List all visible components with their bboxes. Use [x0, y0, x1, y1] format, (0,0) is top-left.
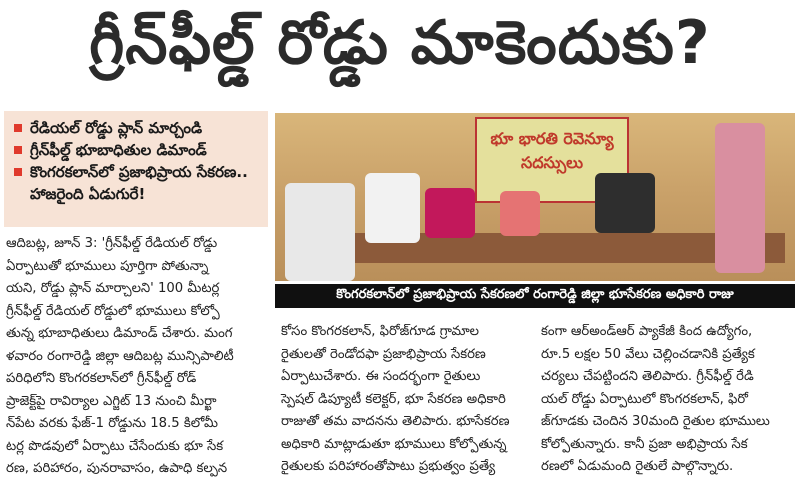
person-figure — [285, 183, 355, 281]
article-line: టర్ల పొడవులో ఏర్పాటు చేసేందుకు భూ సేక — [6, 438, 224, 454]
article-line: ప్రాజెక్ట్‌పై రావిర్యాల ఎగ్జిట్ 13 నుంచి మీర్ఖా — [6, 393, 217, 409]
article-line: న్‌పేట వరకు ఫేజ్-1 రోడ్డును 18.5 కిలోమీ — [6, 416, 218, 431]
article-column-2 — [281, 321, 533, 479]
person-figure — [365, 173, 420, 243]
headline: గ్రీన్‌ఫీల్డ్ రోడ్డు మాకెందుకు? — [89, 8, 711, 78]
article-line: రణలో ఏడుమంది రైతులే పాల్గొన్నారు. — [541, 459, 734, 474]
red-square-icon — [14, 124, 22, 132]
article-line: రూ.5 లక్షల 50 వేలు చెల్లించడానికి ప్రత్యేక — [541, 346, 755, 362]
article-line: ఏర్పాటుతో భూములు పూర్తిగా పోతున్నా — [6, 258, 209, 274]
highlights-box — [4, 111, 268, 227]
article-line: రాజుతో తమ వాదనను తెలిపారు. భూసేకరణ — [281, 414, 510, 429]
article-line: పరిధిలోని కొంగరకలాన్‌లో గ్రీన్‌ఫీల్డ్ రోడ్ — [6, 371, 197, 386]
article-line: రైతులకు పరిహారంతోపాటు ప్రభుత్వం ప్రత్యే — [281, 459, 496, 474]
person-figure — [715, 123, 765, 273]
article-line: గ్రీన్‌ఫీల్డ్ రేడియల్ రోడ్డులో భూములు కోల్పో — [6, 303, 220, 319]
photo-caption: కొంగరకలాన్‌లో ప్రజాభిప్రాయ సేకరణలో రంగారెడ్డి జిల్లా భూసేకరణ అధికారి రాజు — [275, 284, 795, 308]
highlight-text: గ్రీన్‌ఫీల్డ్ భూబాధితుల డిమాండ్ — [30, 141, 207, 159]
highlight-text: కొంగరకలాన్‌లో ప్రజాభిప్రాయ సేకరణ.. హాజరైంది ఏడుగురే! — [30, 163, 248, 203]
article-line: స్పెషల్ డిప్యూటీ కలెక్టర్, భూ సేకరణ అధికారి — [281, 391, 506, 407]
article-line: రైతులతో రెండోదఫా ప్రజాభిప్రాయ సేకరణ — [281, 346, 486, 362]
article-line: ఆదిబట్ల, జూన్ 3: 'గ్రీన్‌ఫీల్డ్ రేడియల్ రోడ్డు — [6, 236, 218, 251]
article-line: రణ, పరిహారం, పునరావాసం, ఉపాధి కల్పన — [6, 461, 228, 476]
article-line: కోసం కొంగరకలాన్, ఫిరోజ్‌గూడ గ్రామాల — [281, 324, 479, 339]
article-line: కోల్పోతున్నారు. కానీ ప్రజా అభిప్రాయ సేక — [541, 436, 748, 452]
article-column-1 — [6, 233, 264, 481]
article-line: యని, రోడ్డు ప్లాన్ మార్చాలని' 100 మీటర్ల — [6, 281, 220, 296]
highlight-item — [10, 161, 262, 205]
person-figure — [595, 173, 655, 233]
article-line: ఏర్పాటుచేశారు. ఈ సందర్భంగా రైతులు — [281, 369, 481, 384]
banner-title: భూ భారతి రెవెన్యూ సదస్సులు — [490, 129, 614, 172]
red-square-icon — [14, 168, 22, 176]
article-column-3 — [541, 321, 795, 479]
article-line: జ్‌గూడకు చెందిన 30మంది రైతుల భూములు — [541, 414, 770, 429]
article-line: కంగా ఆర్అండ్ఆర్ ప్యాకేజీ కింద ఉద్యోగం, — [541, 324, 753, 339]
article-line: అధికారి మాట్లాడుతూ భూములు కోల్పోతున్న — [281, 436, 507, 452]
red-square-icon — [14, 146, 22, 154]
highlight-text: రేడియల్ రోడ్డు ప్లాన్ మార్చండి — [30, 119, 203, 137]
article-line: తున్న భూబాధితులు డిమాండ్ చేశారు. మంగ — [6, 326, 233, 341]
article-line: చర్యలు చేపట్టిందని తెలిపారు. గ్రీన్‌ఫీల్డ్ రేడి — [541, 369, 754, 384]
article-line: యల్ రోడ్డు ఏర్పాటులో కొంగరకలాన్, ఫిరో — [541, 391, 748, 407]
article-line: ళవారం రంగారెడ్డి జిల్లా ఆదిబట్ల మున్సిపాలిటీ — [6, 348, 234, 364]
news-photo — [275, 113, 795, 281]
person-figure — [500, 191, 540, 236]
person-figure — [425, 188, 475, 238]
highlight-item — [10, 139, 262, 161]
highlight-item — [10, 117, 262, 139]
